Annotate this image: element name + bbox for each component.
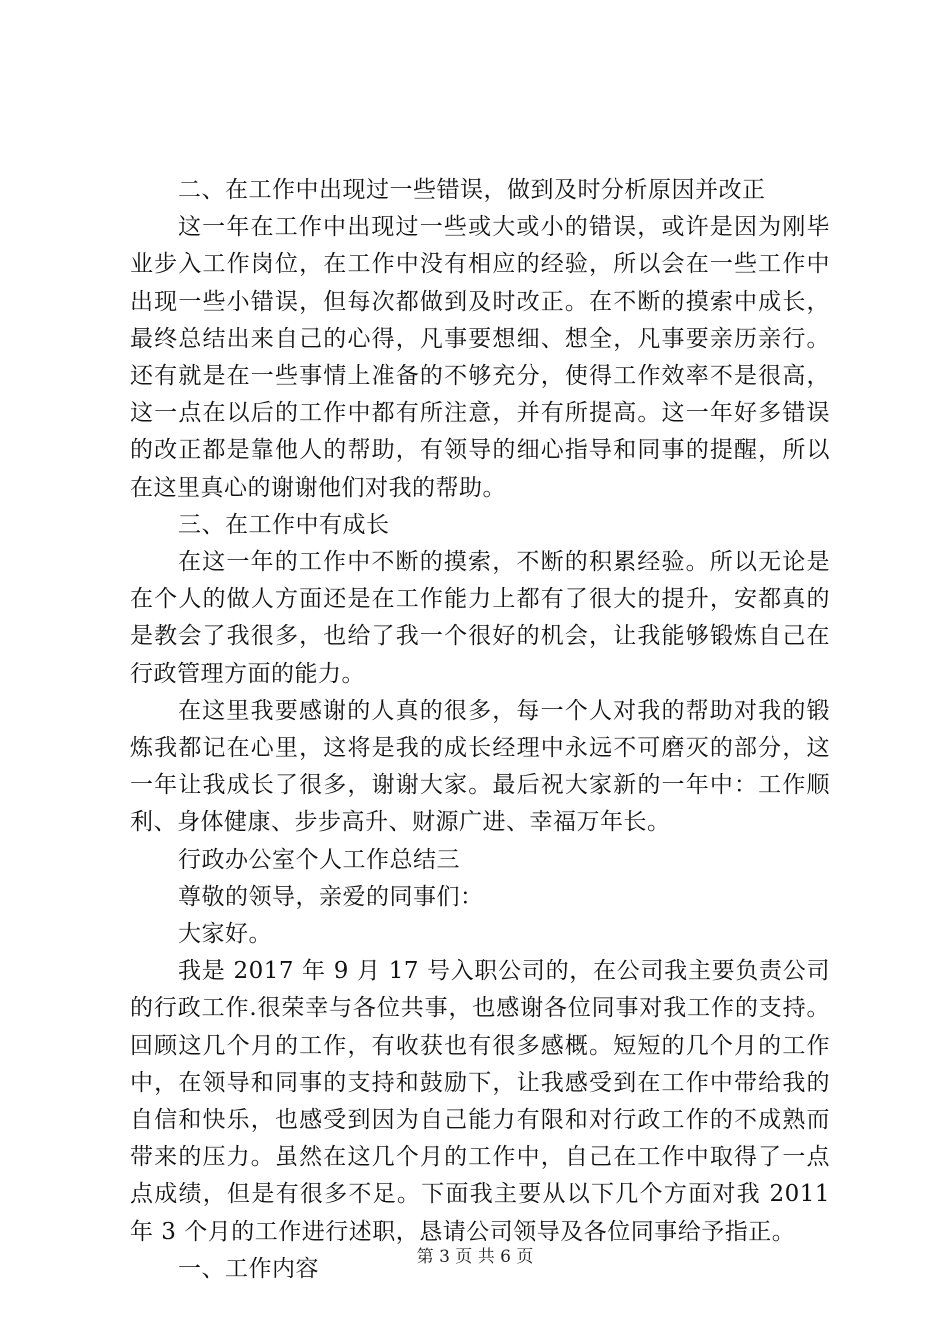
paragraph-introduction: 我是 2017 年 9 月 17 号入职公司的，在公司我主要负责公司的行政工作.很荣幸与各位共事，也感谢各位同事对我工作的支持。回顾这几个月的工作，有收获也有很多感概。短短的几个月的工作中，在领导和同事的支持和鼓励下，让我感受到在工作中带给我的自信和快乐，也感受到因为自己能力有限和对行政工作的不成熟而带来的压力。虽然在这几个月的工作中，自己在工作中取得了一点点成绩，但是有很多不足。下面我主要从以下几个方面对我 2011 年 3 个月的工作进行述职，恳请公司领导及各位同事给予指正。 — [130, 958, 830, 1245]
paragraph-errors: 这一年在工作中出现过一些或大或小的错误，或许是因为刚毕业步入工作岗位，在工作中没有相应的经验，所以会在一些工作中出现一些小错误，但每次都做到及时改正。在不断的摸索中成长，最终总结出来自己的心得，凡事要想细、想全，凡事要亲历亲行。还有就是在一些事情上准备的不够充分，使得工作效率不是很高，这一点在以后的工作中都有所注意，并有所提高。这一年好多错误的改正都是靠他人的帮助，有领导的细心指导和同事的提醒，所以在这里真心的谢谢他们对我的帮助。 — [130, 214, 830, 501]
salutation: 尊敬的领导，亲爱的同事们： — [178, 883, 484, 910]
page-number-footer: 第 3 页 共 6 页 — [416, 1247, 534, 1267]
paragraph-growth: 在这一年的工作中不断的摸索，不断的积累经验。所以无论是在个人的做人方面还是在工作能力上都有了很大的提升，安都真的是教会了我很多，也给了我一个很好的机会，让我能够锻炼自己在行政管理方面的能力。 — [130, 549, 830, 687]
paragraph-thanks: 在这里我要感谢的人真的很多，每一个人对我的帮助对我的锻炼我都记在心里，这将是我的成长经理中永远不可磨灭的部分，这一年让我成长了很多，谢谢大家。最后祝大家新的一年中：工作顺利、身体健康、步步高升、财源广进、幸福万年长。 — [130, 697, 830, 836]
summary-title: 行政办公室个人工作总结三 — [178, 846, 460, 873]
section-heading-work-content: 一、工作内容 — [178, 1255, 319, 1282]
section-heading-growth: 三、在工作中有成长 — [178, 511, 390, 538]
document-body — [130, 172, 830, 1288]
section-heading-errors: 二、在工作中出现过一些错误，做到及时分析原因并改正 — [178, 177, 766, 203]
greeting: 大家好。 — [178, 921, 272, 948]
